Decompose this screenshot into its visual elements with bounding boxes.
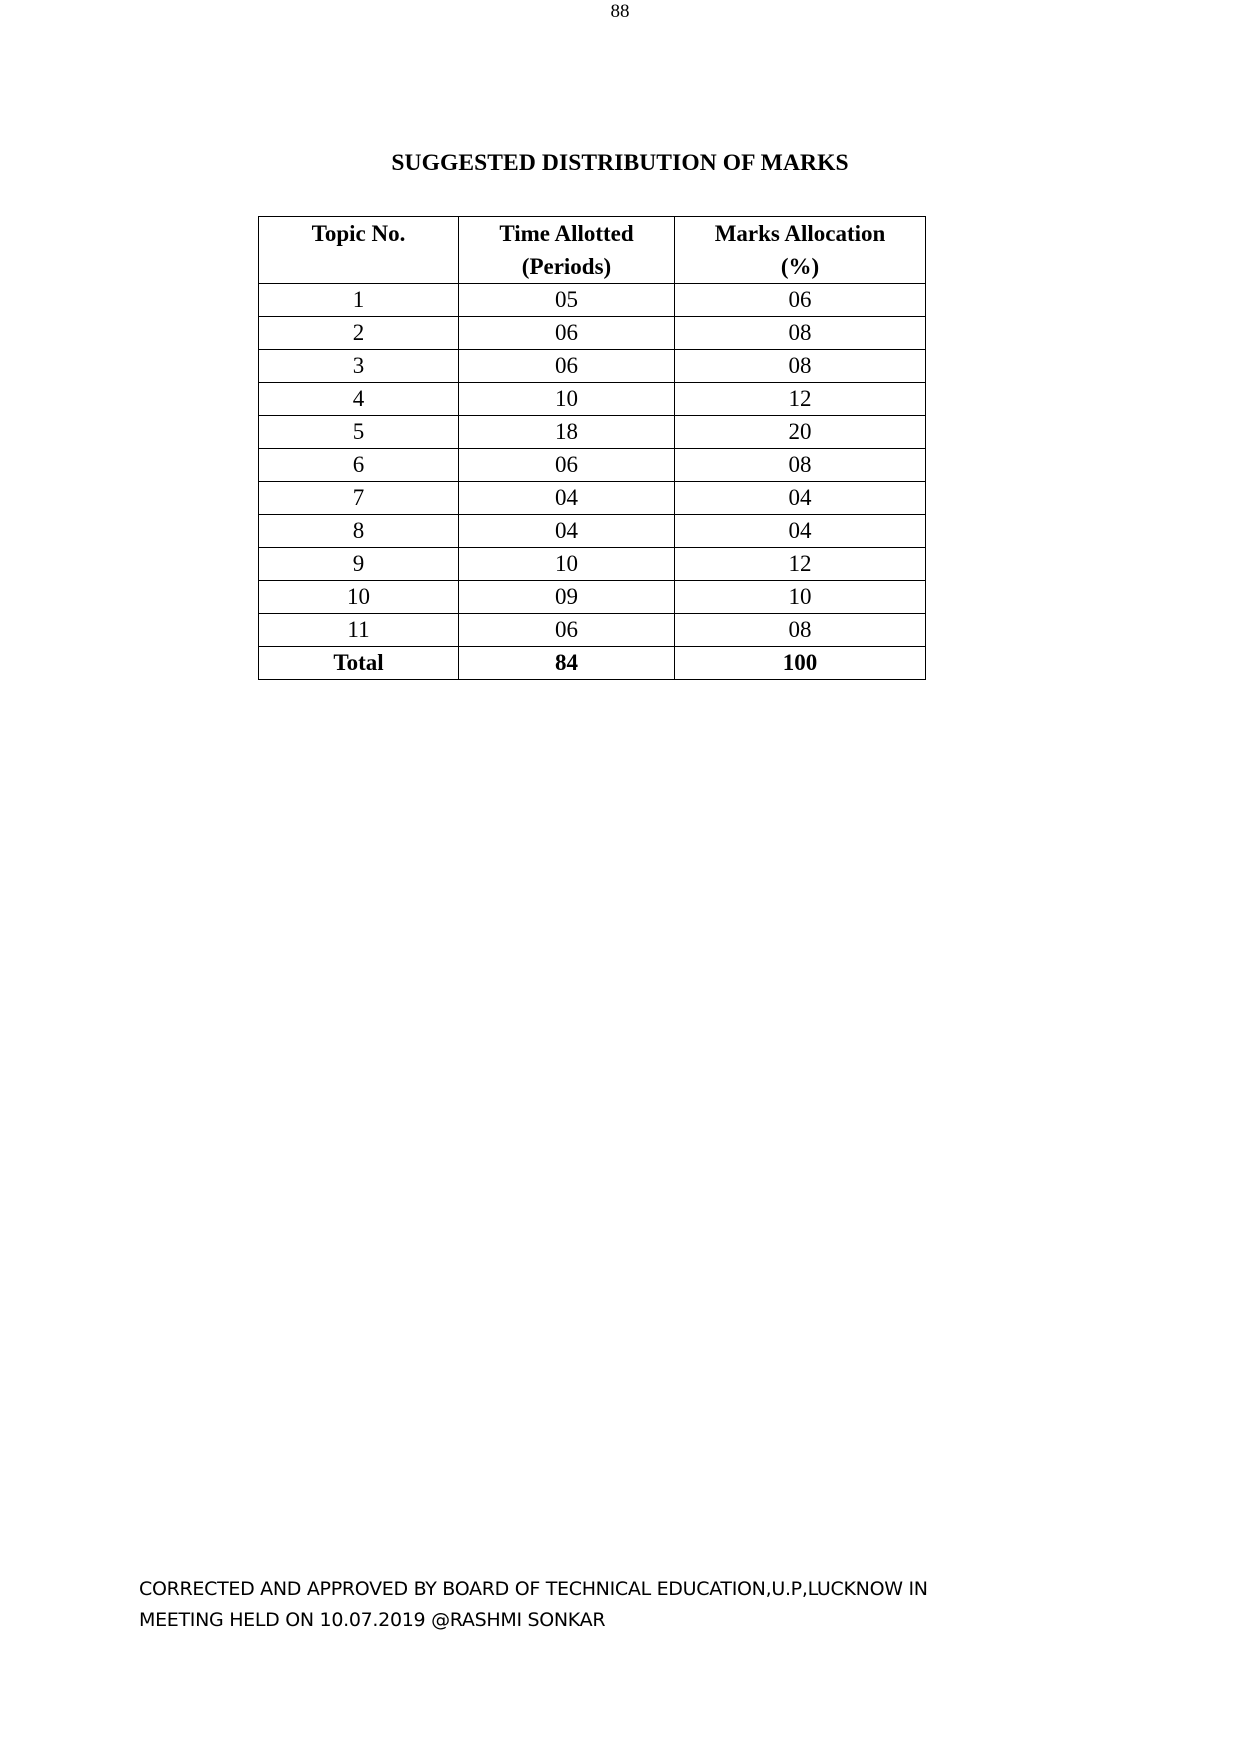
cell-topic-no: 5 xyxy=(259,416,459,449)
header-marks-allocation-line2: (%) xyxy=(780,254,820,279)
cell-topic-no: 8 xyxy=(259,515,459,548)
cell-marks-allocation: 10 xyxy=(675,581,926,614)
cell-time-allotted: 04 xyxy=(459,515,675,548)
cell-marks-allocation: 04 xyxy=(675,482,926,515)
header-time-allotted-line2: (Periods) xyxy=(521,254,612,279)
table-total-row xyxy=(259,647,926,680)
cell-marks-allocation: 20 xyxy=(675,416,926,449)
table-row xyxy=(259,350,926,383)
approval-footer-line1: CORRECTED AND APPROVED BY BOARD OF TECHNICAL EDUCATION,U.P,LUCKNOW IN xyxy=(139,1578,928,1600)
cell-time-allotted: 18 xyxy=(459,416,675,449)
cell-marks-allocation: 12 xyxy=(675,548,926,581)
cell-marks-allocation: 08 xyxy=(675,317,926,350)
approval-footer-line2: MEETING HELD ON 10.07.2019 @RASHMI SONKAR xyxy=(139,1609,606,1631)
cell-marks-allocation: 12 xyxy=(675,383,926,416)
table-row xyxy=(259,548,926,581)
cell-marks-allocation: 08 xyxy=(675,614,926,647)
header-marks-allocation-line1: Marks Allocation xyxy=(714,221,886,246)
cell-topic-no: 2 xyxy=(259,317,459,350)
table-row xyxy=(259,449,926,482)
table-header-row xyxy=(259,217,926,284)
cell-marks-allocation: 08 xyxy=(675,449,926,482)
page-number: 88 xyxy=(610,1,630,22)
cell-time-allotted: 10 xyxy=(459,383,675,416)
cell-time-allotted: 06 xyxy=(459,449,675,482)
header-time-allotted-line1: Time Allotted xyxy=(499,221,634,246)
approval-footer xyxy=(139,1574,1099,1636)
cell-topic-no: 4 xyxy=(259,383,459,416)
table-row xyxy=(259,284,926,317)
total-marks-allocation: 100 xyxy=(675,647,926,680)
cell-marks-allocation: 06 xyxy=(675,284,926,317)
cell-topic-no: 6 xyxy=(259,449,459,482)
table-row xyxy=(259,482,926,515)
table-row xyxy=(259,581,926,614)
cell-time-allotted: 06 xyxy=(459,317,675,350)
cell-topic-no: 3 xyxy=(259,350,459,383)
cell-marks-allocation: 04 xyxy=(675,515,926,548)
total-label: Total xyxy=(259,647,459,680)
cell-time-allotted: 06 xyxy=(459,614,675,647)
cell-topic-no: 10 xyxy=(259,581,459,614)
table-row xyxy=(259,383,926,416)
table-row xyxy=(259,614,926,647)
cell-time-allotted: 05 xyxy=(459,284,675,317)
header-topic-no xyxy=(259,217,459,284)
header-time-allotted xyxy=(459,217,675,284)
cell-topic-no: 7 xyxy=(259,482,459,515)
cell-topic-no: 9 xyxy=(259,548,459,581)
header-marks-allocation xyxy=(675,217,926,284)
marks-distribution-table xyxy=(258,216,926,680)
table-row xyxy=(259,317,926,350)
table-row xyxy=(259,416,926,449)
cell-topic-no: 1 xyxy=(259,284,459,317)
cell-time-allotted: 09 xyxy=(459,581,675,614)
cell-time-allotted: 04 xyxy=(459,482,675,515)
cell-time-allotted: 10 xyxy=(459,548,675,581)
cell-time-allotted: 06 xyxy=(459,350,675,383)
cell-topic-no: 11 xyxy=(259,614,459,647)
total-time-allotted: 84 xyxy=(459,647,675,680)
page-title: SUGGESTED DISTRIBUTION OF MARKS xyxy=(391,150,849,176)
header-topic-no-line1: Topic No. xyxy=(311,221,406,246)
table-row xyxy=(259,515,926,548)
cell-marks-allocation: 08 xyxy=(675,350,926,383)
